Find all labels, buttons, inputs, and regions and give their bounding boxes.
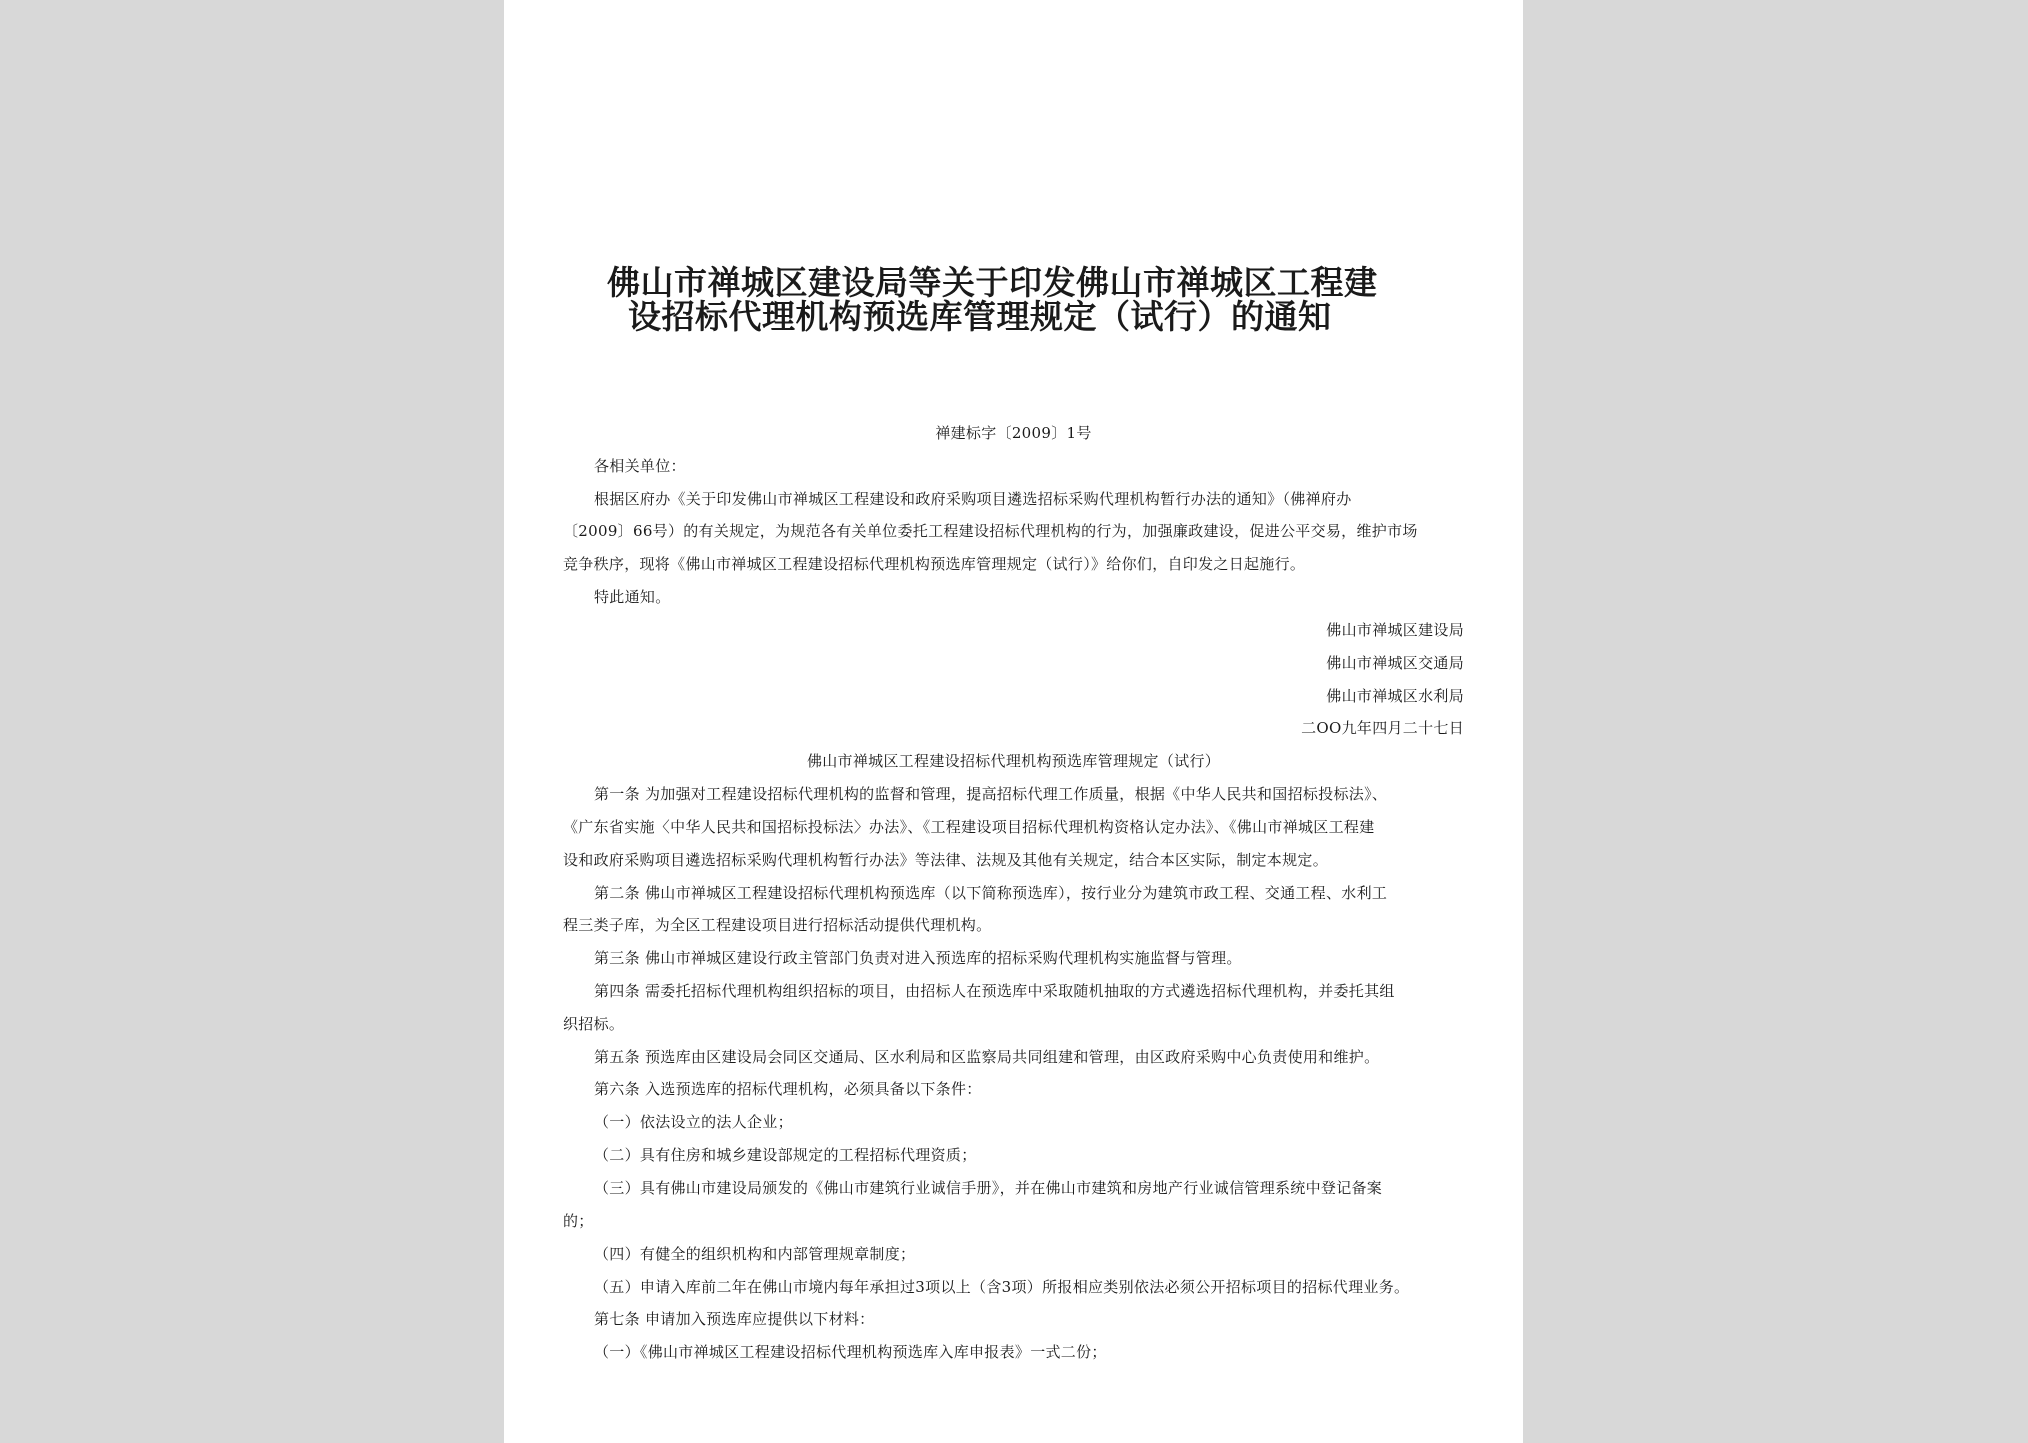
article-line: （二）具有住房和城乡建设部规定的工程招标代理资质；	[594, 1146, 977, 1164]
article-line: 设和政府采购项目遴选招标采购代理机构暂行办法》等法律、法规及其他有关规定，结合本区实际，制定本规定。	[563, 851, 1329, 869]
article-line: 第六条 入选预选库的招标代理机构，必须具备以下条件：	[594, 1080, 982, 1098]
salutation: 各相关单位：	[594, 457, 686, 475]
article-line: （一）《佛山市禅城区工程建设招标代理机构预选库入库申报表》一式二份；	[594, 1343, 1107, 1361]
article-line: 《广东省实施〈中华人民共和国招标投标法〉办法》、《工程建设项目招标代理机构资格认定办法》、《佛山市禅城区工程建	[563, 818, 1375, 836]
regulation-title: 佛山市禅城区工程建设招标代理机构预选库管理规定（试行）	[806, 752, 1221, 770]
document-title-line-1: 佛山市禅城区建设局等关于印发佛山市禅城区工程建	[607, 263, 1378, 302]
signature-line: 佛山市禅城区交通局	[1326, 654, 1464, 672]
closing-text: 特此通知。	[594, 588, 671, 606]
article-line: 第二条 佛山市禅城区工程建设招标代理机构预选库（以下简称预选库），按行业分为建筑市政工程、交通工程、水利工	[594, 884, 1388, 902]
article-line: （三）具有佛山市建设局颁发的《佛山市建筑行业诚信手册》，并在佛山市建筑和房地产行业诚信管理系统中登记备案	[594, 1179, 1383, 1197]
article-line: 织招标。	[563, 1015, 625, 1033]
article-line: 第三条 佛山市禅城区建设行政主管部门负责对进入预选库的招标采购代理机构实施监督与管理。	[594, 949, 1242, 967]
document-title-line-2: 设招标代理机构预选库管理规定（试行）的通知	[628, 297, 1332, 336]
signature-date: 二OO九年四月二十七日	[1301, 719, 1464, 737]
article-line: 的；	[563, 1212, 594, 1230]
article-line: （四）有健全的组织机构和内部管理规章制度；	[594, 1245, 916, 1263]
article-line: 第五条 预选库由区建设局会同区交通局、区水利局和区监察局共同组建和管理，由区政府采购中心负责使用和维护。	[594, 1048, 1380, 1066]
article-line: 程三类子库，为全区工程建设项目进行招标活动提供代理机构。	[563, 916, 992, 934]
intro-line: 竞争秩序，现将《佛山市禅城区工程建设招标代理机构预选库管理规定（试行）》给你们，自印发之日起施行。	[563, 555, 1306, 573]
article-line: 第七条 申请加入预选库应提供以下材料：	[594, 1310, 875, 1328]
signature-line: 佛山市禅城区建设局	[1326, 621, 1464, 639]
article-line: 第一条 为加强对工程建设招标代理机构的监督和管理，提高招标代理工作质量，根据《中华人民共和国招标投标法》、	[594, 785, 1388, 803]
article-line: （一）依法设立的法人企业；	[594, 1113, 793, 1131]
intro-line: 根据区府办《关于印发佛山市禅城区工程建设和政府采购项目遴选招标采购代理机构暂行办法的通知》（佛禅府办	[594, 490, 1352, 508]
article-line: 第四条 需委托招标代理机构组织招标的项目，由招标人在预选库中采取随机抽取的方式遴选招标代理机构，并委托其组	[594, 982, 1395, 1000]
document-page	[504, 0, 1523, 1443]
intro-line: 〔2009〕66号）的有关规定，为规范各有关单位委托工程建设招标代理机构的行为，加强廉政建设，促进公平交易，维护市场	[563, 522, 1418, 540]
signature-line: 佛山市禅城区水利局	[1326, 687, 1464, 705]
document-number: 禅建标字〔2009〕1号	[935, 424, 1092, 442]
article-line: （五）申请入库前二年在佛山市境内每年承担过3项以上（含3项）所报相应类别依法必须公开招标项目的招标代理业务。	[594, 1278, 1410, 1296]
